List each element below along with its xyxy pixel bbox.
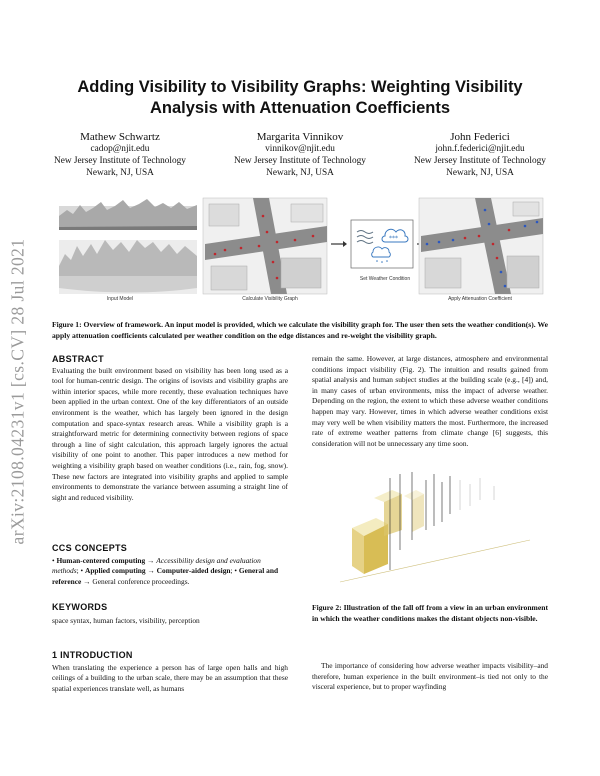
keywords-text: space syntax, human factors, visibility, perception	[52, 615, 200, 625]
figure-1-caption	[52, 320, 548, 341]
input-model-image	[59, 199, 197, 294]
right-column-text-2	[312, 661, 548, 693]
ccs-term: Computer-aided design	[156, 566, 231, 576]
ccs-term: Applied computing	[84, 566, 146, 576]
paper-title	[60, 77, 540, 119]
figure-2-caption: Figure 2: Illustration of the fall off from a view in an urban environment in which the weather conditions makes the distant objects non-visible.	[312, 603, 548, 623]
figure-1-caption-text: Figure 1: Overview of framework. An input model is provided, which we calculate the visibility graph for. The user then sets the weather condition(s). We apply attenuation coefficients calculated per weather condition on the edge distances and re-weight the visibility graph.	[52, 320, 548, 340]
figure-1-label: Calculate Visibility Graph	[242, 296, 298, 302]
ccs-term: General conference proceedings.	[92, 576, 190, 586]
ccs-text: • Human-centered computing → Accessibility design and evaluation methods; • Applied computing → Computer-aided design; • General and reference → General conference proceedings.	[52, 555, 279, 586]
arxiv-stamp: arXiv:2108.04231v1 [cs.CV] 28 Jul 2021	[7, 238, 28, 545]
keywords-section	[52, 602, 288, 626]
weather-condition-box	[351, 220, 413, 268]
author-email: cadop@njit.edu	[90, 144, 150, 154]
attenuation-image	[419, 198, 543, 294]
author-block-3	[405, 130, 555, 179]
abstract-text: Evaluating the built environment based on visibility has been long used as a tool for human-centric design. The origins of isovists and visibility graphs are within interior spaces, while more recently, these evaluation techniques have been applied in the urban context. One of the key differentiators of an outside environment is the weather, which has largely been ignored in the design computation and space-syntax research areas. While a visibility graph is a straightforward metric for determining connectivity between regions of space through a line of sight calculation, this approach largely ignores the actual visibility of one point to another. This paper introduces a new method for weighting a visibility graph based on weather conditions (i.e., rain, fog, snow). These new factors are integrated into visibility graphs and applied to sample environments to demonstrate the variance between assuming a straight line of sight and reduced visibility.	[52, 365, 288, 502]
author-name: Margarita Vinnikov	[256, 131, 344, 143]
introduction-heading: 1 INTRODUCTION	[52, 650, 133, 660]
figure-2-graphic	[330, 470, 540, 595]
author-location: Newark, NJ, USA	[446, 167, 514, 178]
author-block-1	[45, 130, 195, 179]
introduction-section	[52, 650, 288, 694]
ccs-section	[52, 543, 288, 587]
abstract-heading: ABSTRACT	[52, 354, 104, 364]
visibility-graph-image	[203, 198, 327, 294]
author-location: Newark, NJ, USA	[266, 167, 334, 178]
title-line-2: Analysis with Attenuation Coefficients	[149, 99, 451, 117]
figure-1-graphic	[55, 196, 545, 296]
right-paragraph-1: remain the same. However, at large distances, atmosphere and environmental conditions impact visibility (Fig. 2). The intuition and results gained from spatial analysis and human subject studies at the building scale (e.g., [4]) and, in many cases of urban environments, miss the impact of adverse weather. Depending on the region, the extent to which these adverse weather conditions happen may vary. However, times in which adverse weather conditions exist may very well be when visibility matters the most. Furthermore, the increased rate of extreme weather patterns from climate change [6] suggests, this consideration will not be unnecessary any time soon.	[312, 354, 548, 448]
svg-text:***: ***	[389, 235, 398, 242]
ccs-term: Accessibility design and evaluation methods	[52, 555, 261, 576]
figure-1-label: Set Weather Condition	[359, 276, 411, 282]
author-affiliation: New Jersey Institute of Technology	[54, 155, 186, 166]
introduction-text: When translating the experience a person has of large open halls and high ceilings of a building to the urban scale, there may be an assumption that these spatial experiences translate well, as humans	[52, 662, 288, 693]
right-paragraph-2: The importance of considering how adverse weather impacts visibility–and therefore, human experience in the built environment–is tied not only to the visceral experience, but to proper wayfinding	[312, 661, 548, 692]
author-name: Mathew Schwartz	[80, 131, 160, 143]
figure-1-label: Input Model	[106, 296, 134, 302]
author-affiliation: New Jersey Institute of Technology	[234, 155, 366, 166]
ccs-term: Human-centered computing	[56, 555, 146, 565]
ccs-heading: CCS CONCEPTS	[52, 543, 128, 553]
figure-1-label: Apply Attenuation Coefficient	[448, 296, 512, 302]
author-email: vinnikov@njit.edu	[265, 144, 335, 154]
author-affiliation: New Jersey Institute of Technology	[414, 155, 546, 166]
left-column	[52, 354, 288, 503]
keywords-heading: KEYWORDS	[52, 602, 108, 612]
title-line-1: Adding Visibility to Visibility Graphs: Weighting Visibility	[77, 78, 523, 96]
author-location: Newark, NJ, USA	[86, 167, 154, 178]
author-name: John Federici	[450, 131, 510, 143]
right-column-text	[312, 354, 548, 449]
author-block-2	[225, 130, 375, 179]
author-email: john.f.federici@njit.edu	[435, 144, 525, 154]
ccs-term: General and reference	[52, 566, 279, 586]
